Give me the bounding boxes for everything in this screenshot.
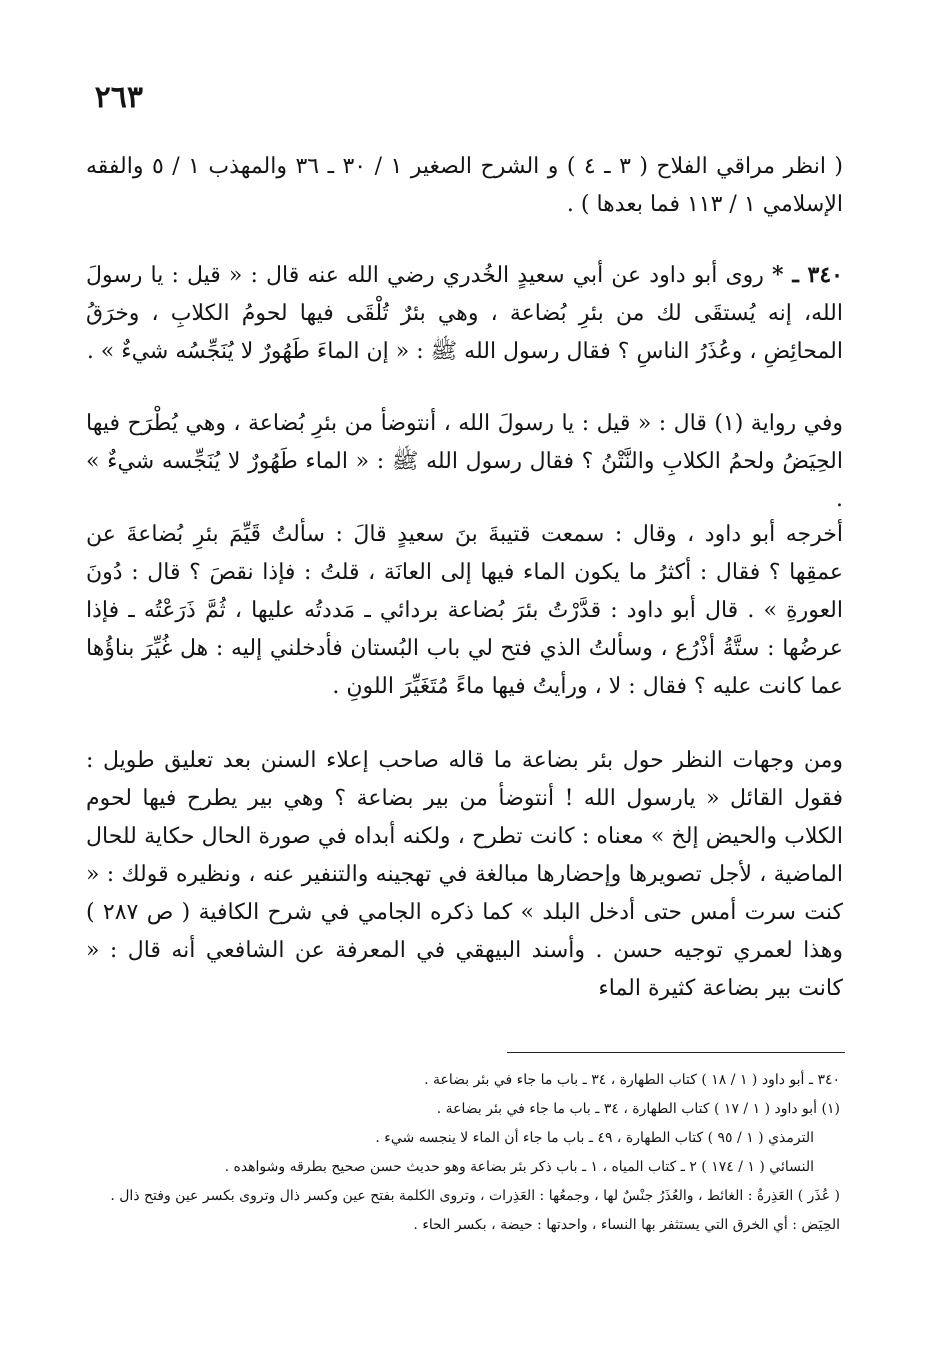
reference-paragraph: ( انظر مراقي الفلاح ( ٣ ـ ٤ ) و الشرح الصغير ١ / ٣٠ ـ ٣٦ والمهذب ١ / ٥ والفقه الإسلامي ١ / ١١٣ فما بعدها ) . bbox=[86, 154, 843, 217]
footnote-340: ٣٤٠ ـ أبو داود ( ١ / ١٨ ) كتاب الطهارة ، ٣٤ ـ باب ما جاء في بئر بضاعة . bbox=[424, 1072, 840, 1088]
narration-variant-paragraph: وفي رواية (١) قال : « قيل : يا رسولَ الله ، أنتوضأ من بئرِ بُضاعة ، وهي يُطْرَح فيها الحِيَضُ ولحمُ الكلابِ والنَّتْنُ ؟ فقال رسول الله ﷺ : « الماء طَهُورٌ لا يُنَجِّسه شيءٌ » . bbox=[86, 411, 843, 512]
footnote-1: (١) أبو داود ( ١ / ١٧ ) كتاب الطهارة ، ٣٤ ـ باب ما جاء في بئر بضاعة . bbox=[436, 1101, 840, 1117]
footnote-divider bbox=[507, 1052, 845, 1053]
page-number: ٢٦٣ bbox=[94, 80, 143, 115]
hadith-340-text: روى أبو داود عن أبي سعيدٍ الخُدري رضي الله عنه قال : « قيل : يا رسولَ الله، إنه يُستقَى لك من بئرِ بُضاعة ، وهي بئرٌ تُلْقَى فيها لحومُ الكلابِ ، وخرَقُ المحائِضِ ، وعُذَرُ الناسِ ؟ فقال رسول الله ﷺ : « إن الماءَ طَهُورٌ لا يُنَجِّسُه شيءٌ » . bbox=[86, 263, 844, 364]
footnote-udhar: ( عُذَر ) العَذِرةُ : الغائط ، والعُذَرُ جنْسٌ لها ، وجمعُها : العَذِرات ، وتروى الكلمة بفتح عين وكسر ذال وتروى بكسر عين وفتح ذال . bbox=[110, 1188, 840, 1204]
footnote-tirmidhi: الترمذي ( ١ / ٩٥ ) كتاب الطهارة ، ٤٩ ـ باب ما جاء أن الماء لا ينجسه شيء . bbox=[375, 1130, 814, 1146]
hadith-number: ٣٤٠ ـ * bbox=[772, 262, 843, 288]
footnote-nasai: النسائي ( ١ / ١٧٤ ) ٢ ـ كتاب المياه ، ١ ـ باب ذكر بئر بضاعة وهو حديث حسن صحيح بطرقه وشواهده . bbox=[224, 1159, 814, 1175]
commentary-paragraph: ومن وجهات النظر حول بئر بضاعة ما قاله صاحب إعلاء السنن بعد تعليق طويل : فقول القائل « يارسول الله ! أنتوضأ من بير بضاعة ؟ وهي بير يطرح فيها لحوم الكلاب والحيض إلخ » معناه : كانت تطرح ، ولكنه أبداه في صورة الحال حكاية للحال الماضية ، لأجل تصويرها وإحضارها مبالغة في تهجينه والتنفير عنه ، ونظيره قولك : « كنت سرت أمس حتى أدخل البلد » كما ذكره الجامي في شرح الكافية ( ص ٢٨٧ ) وهذا لعمري توجيه حسن . وأسند البيهقي في المعرفة عن الشافعي أنه قال : « كانت بير بضاعة كثيرة الماء bbox=[86, 748, 843, 1001]
hadith-340-paragraph bbox=[86, 256, 843, 371]
footnotes bbox=[90, 1066, 840, 1240]
footnote-hiyad: الحِيَض : أي الخرق التي يستثفر بها النساء ، واحدتها : حيضة ، بكسر الحاء . bbox=[413, 1217, 840, 1233]
takhrij-paragraph: أخرجه أبو داود ، وقال : سمعت قتيبةَ بنَ سعيدٍ قالَ : سألتُ قَيِّمَ بئرِ بُضاعةَ عن عمقِها ؟ فقال : أكثرُ ما يكون الماء فيها إلى العانَة ، قلتُ : فإذا نقصَ ؟ قال : دُونَ العورةِ » . قال أبو داود : قدَّرْتُ بئرَ بُضاعة بردائي ـ مَددتُه عليها ، ثُمَّ ذَرَعْتُه ـ فإذا عرضُها : ستَّةُ أذْرُع ، وسألتُ الذي فتح لي باب البُستان فأدخلني إليه : هل غُيِّرَ بناؤُها عما كانت عليه ؟ فقال : لا ، ورأيتُ فيها ماءً مُتَغَيِّرَ اللونِ . bbox=[86, 522, 843, 699]
